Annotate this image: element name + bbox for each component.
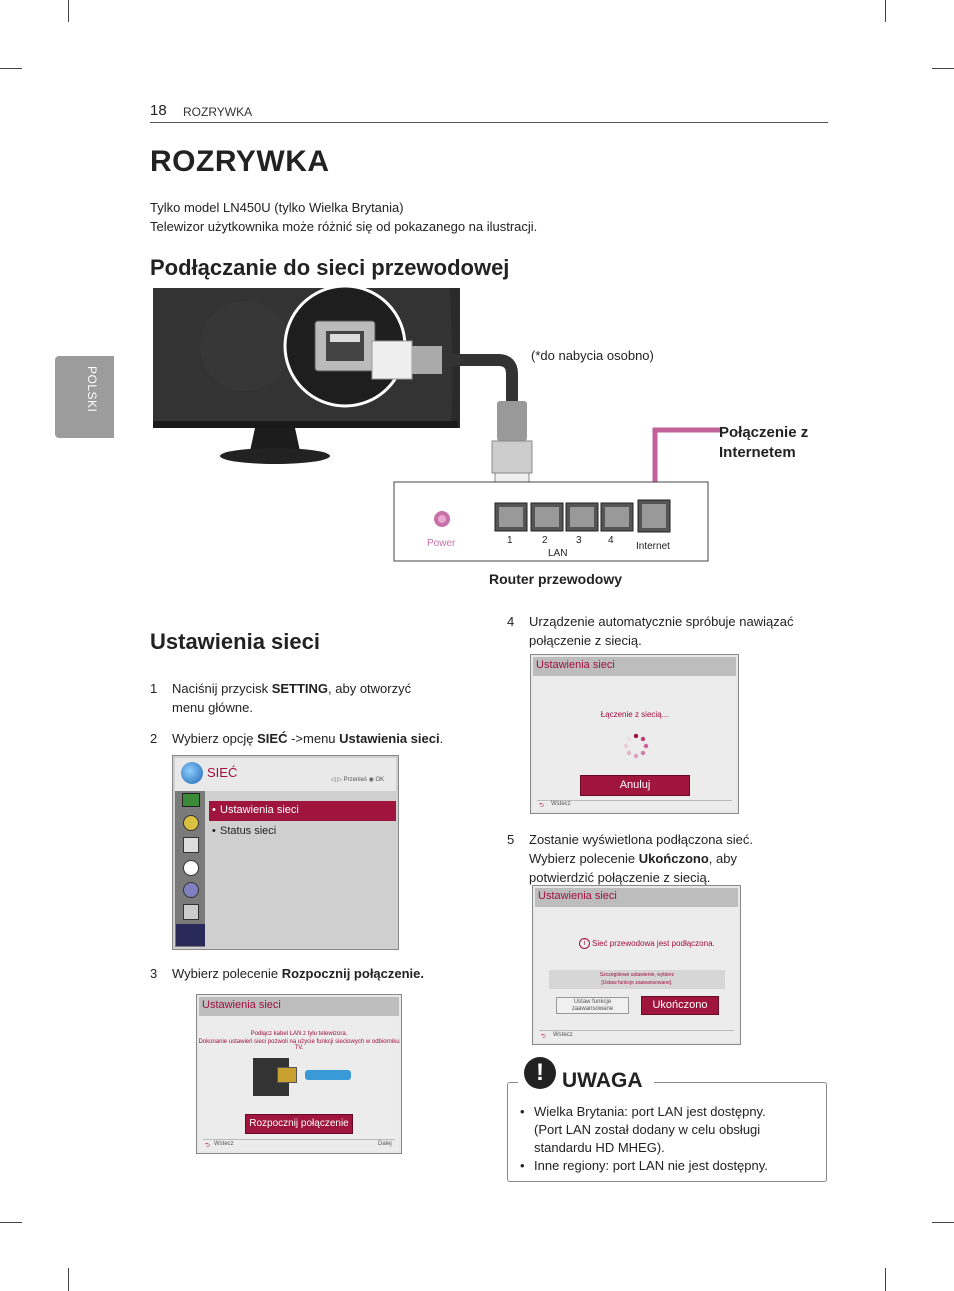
- screen-title-bar: Ustawienia sieci: [199, 997, 399, 1016]
- screen-message: Łączenie z siecią...: [600, 710, 669, 719]
- screen-message: Dokonanie ustawień sieci pozwoli na użycie funkcji sieciowych w odbiorniku TV.: [198, 1039, 400, 1051]
- screen-divider: [203, 1139, 395, 1140]
- step-text: Wybierz opcję SIEĆ ->menu Ustawienia sieci.: [172, 731, 444, 746]
- language-tab: [55, 356, 114, 438]
- menu-nav-hint: ◁ ▷ Przenieś ◉ OK: [331, 777, 385, 783]
- intro-line: Tylko model LN450U (tylko Wielka Brytania): [150, 200, 404, 215]
- step-1: [150, 679, 470, 719]
- lan-cable-graphic: [305, 1070, 351, 1080]
- back-icon[interactable]: ⮌: [205, 1143, 210, 1149]
- router-lan-label: LAN: [548, 548, 568, 559]
- page-number: 18: [150, 102, 167, 119]
- screen-start-connection: [196, 994, 402, 1154]
- note-item: • Wielka Brytania: port LAN jest dostępny. (Port LAN został dodany w celu obsługi standardu HD MHEG).: [516, 1103, 821, 1157]
- internet-cable: [655, 430, 722, 486]
- globe-icon: [181, 762, 203, 784]
- crop-mark: [68, 0, 69, 22]
- note-item: • Inne regiony: port LAN nie jest dostępny.: [516, 1157, 821, 1175]
- crop-mark: [0, 1222, 22, 1223]
- router-port-1: 1: [507, 535, 513, 546]
- advanced-settings-button[interactable]: [556, 997, 629, 1014]
- screen-title-bar: Ustawienia sieci: [533, 657, 736, 676]
- screen-network-menu: [172, 755, 399, 950]
- crop-mark: [932, 68, 954, 69]
- screen-message: Podłącz kabel LAN z tyłu telewizora.: [250, 1031, 348, 1037]
- step-3: [150, 964, 480, 984]
- menu-title: SIEĆ: [207, 765, 238, 780]
- loading-spinner-icon: [623, 733, 649, 759]
- option-icon[interactable]: [183, 904, 199, 920]
- screen-connecting: [530, 654, 739, 814]
- step-number: 5: [507, 832, 515, 847]
- step-2: [150, 729, 480, 749]
- info-icon: i: [579, 938, 590, 949]
- menu-item-network-status[interactable]: • Status sieci: [212, 825, 277, 837]
- intro-text: [150, 198, 537, 236]
- router-caption: Router przewodowy: [489, 571, 623, 587]
- clock-icon[interactable]: [183, 860, 199, 876]
- intro-line: Telewizor użytkownika może różnić się od pokazanego na ilustracji.: [150, 219, 538, 234]
- step-5: [507, 830, 827, 888]
- step-number: 3: [150, 966, 158, 981]
- step-text: Urządzenie automatycznie spróbuje nawiązać połączenie z siecią.: [529, 614, 794, 648]
- step-number: 4: [507, 614, 515, 629]
- router-port-4: 4: [608, 535, 614, 546]
- step-text: Wybierz polecenie Rozpocznij połączenie.: [172, 966, 425, 981]
- menu-item-network-settings[interactable]: • Ustawienia sieci: [209, 801, 396, 821]
- detail-line: [Ustaw funkcje zaawansowane].: [601, 980, 673, 986]
- picture-icon[interactable]: [182, 793, 200, 807]
- screen-divider: [539, 1030, 734, 1031]
- back-label[interactable]: Wstecz: [214, 1141, 234, 1147]
- audio-icon[interactable]: [183, 815, 199, 831]
- back-label[interactable]: Wstecz: [551, 801, 571, 807]
- router-port-2: 2: [542, 535, 548, 546]
- crop-mark: [0, 68, 22, 69]
- router-power-label: Power: [427, 538, 456, 549]
- menu-item-label: Status sieci: [220, 825, 277, 837]
- channel-icon[interactable]: [183, 837, 199, 853]
- crop-mark: [885, 0, 886, 22]
- lan-port-graphic: [277, 1067, 297, 1083]
- step-number: 2: [150, 731, 158, 746]
- finish-button[interactable]: Ukończono: [641, 996, 719, 1015]
- step-text: Naciśnij przycisk SETTING, aby otworzyć menu główne.: [172, 681, 412, 715]
- section-heading-settings: Ustawienia sieci: [150, 629, 320, 654]
- network-icon-selected[interactable]: [176, 924, 205, 946]
- crop-mark: [68, 1268, 69, 1291]
- internet-label: [719, 423, 808, 463]
- note-title: UWAGA: [562, 1069, 643, 1092]
- note-list: [516, 1103, 821, 1175]
- router-port-3: 3: [576, 535, 582, 546]
- crop-mark: [932, 1222, 954, 1223]
- screen-connected: [532, 885, 741, 1045]
- next-label[interactable]: Dalej: [378, 1141, 392, 1147]
- cable-note: (*do nabycia osobno): [531, 348, 654, 363]
- running-header: ROZRYWKA: [183, 105, 253, 119]
- section-heading-wired: Podłączanie do sieci przewodowej: [150, 255, 510, 280]
- detail-line: Szczegółowe ustawienie, wybierz: [599, 972, 675, 978]
- internet-label-line: Połączenie z: [719, 424, 809, 441]
- advanced-settings-label: Ustaw funkcje: [573, 999, 612, 1005]
- page-title: ROZRYWKA: [150, 145, 330, 178]
- step-number: 1: [150, 681, 158, 696]
- start-connection-button[interactable]: Rozpocznij połączenie: [245, 1114, 353, 1134]
- back-icon[interactable]: ⮌: [539, 803, 544, 809]
- crop-mark: [885, 1268, 886, 1291]
- language-tab-label: POLSKI: [85, 366, 99, 413]
- warning-icon: !: [524, 1057, 556, 1089]
- lock-icon[interactable]: [183, 882, 199, 898]
- router-internet-label: Internet: [636, 541, 670, 552]
- step-text: Zostanie wyświetlona podłączona sieć. Wybierz polecenie Ukończono, aby potwierdzić połączenie z siecią.: [529, 832, 754, 885]
- screen-title-bar: Ustawienia sieci: [535, 888, 738, 907]
- step-4: [507, 612, 827, 652]
- advanced-settings-label: zaawansowane: [571, 1006, 614, 1012]
- screen-message: Sieć przewodowa jest podłączona.: [592, 939, 715, 948]
- back-icon[interactable]: ⮌: [541, 1034, 546, 1040]
- back-label[interactable]: Wstecz: [553, 1032, 573, 1038]
- cancel-button[interactable]: Anuluj: [580, 775, 690, 796]
- header-rule: [150, 122, 828, 123]
- internet-label-line: Internetem: [719, 444, 796, 461]
- menu-item-label: Ustawienia sieci: [220, 804, 299, 816]
